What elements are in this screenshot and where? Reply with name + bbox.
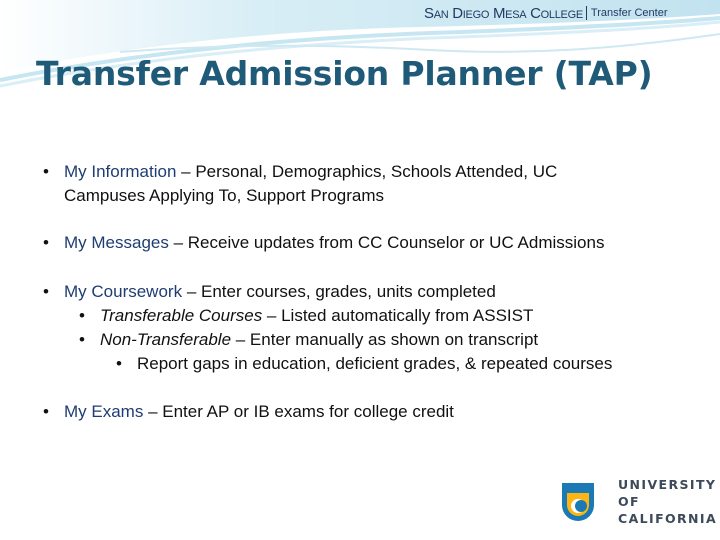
sub-bullet-non-transferable xyxy=(79,328,539,352)
sub-bullet-text: – Listed automatically from ASSIST xyxy=(262,306,534,325)
uc-wordmark-line: UNIVERSITY xyxy=(618,477,717,492)
mesa-college-transfer-center-logo xyxy=(424,5,668,21)
sub-bullet-transferable-courses xyxy=(79,304,534,328)
bullet-my-coursework xyxy=(43,280,496,304)
sub-sub-bullet-report-gaps xyxy=(116,352,613,376)
uc-seal-icon xyxy=(560,479,596,525)
logo-divider xyxy=(586,6,587,20)
bullet-marker: • xyxy=(43,162,49,181)
bullet-text: – Receive updates from CC Counselor or UC Admissions xyxy=(168,233,605,252)
bullet-text: – Enter AP or IB exams for college credit xyxy=(143,402,454,421)
page-title: Transfer Admission Planner (TAP) xyxy=(36,54,653,93)
bullet-term: My Information xyxy=(64,162,177,181)
college-name: San Diego Mesa College xyxy=(424,4,583,22)
bullet-marker: • xyxy=(43,233,49,252)
bullet-my-messages xyxy=(43,231,605,255)
uc-wordmark-line: CALIFORNIA xyxy=(618,511,718,526)
bullet-text: – Personal, Demographics, Schools Attended, UC xyxy=(176,162,558,181)
bullet-my-information xyxy=(43,160,558,184)
bullet-term: My Coursework xyxy=(64,282,183,301)
bullet-marker: • xyxy=(43,402,49,421)
bullet-marker: • xyxy=(79,330,85,349)
bullet-term: My Messages xyxy=(64,233,169,252)
bullet-term: My Exams xyxy=(64,402,144,421)
bullet-marker: • xyxy=(116,354,122,373)
bullet-text: – Enter courses, grades, units completed xyxy=(182,282,496,301)
university-of-california-logo xyxy=(557,474,718,530)
bullet-my-information-continued xyxy=(64,184,384,208)
sub-bullet-term: Non-Transferable xyxy=(100,330,232,349)
uc-wordmark-line: OF xyxy=(618,494,640,509)
bullet-my-exams xyxy=(43,400,454,424)
uc-wordmark xyxy=(618,476,717,527)
sub-bullet-text: – Enter manually as shown on transcript xyxy=(231,330,539,349)
sub-sub-bullet-text: Report gaps in education, deficient grades, & repeated courses xyxy=(137,354,613,373)
bullet-marker: • xyxy=(79,306,85,325)
transfer-center-label: Transfer Center xyxy=(590,7,668,19)
sub-bullet-term: Transferable Courses xyxy=(100,306,263,325)
bullet-marker: • xyxy=(43,282,49,301)
bullet-text: Campuses Applying To, Support Programs xyxy=(64,186,385,205)
